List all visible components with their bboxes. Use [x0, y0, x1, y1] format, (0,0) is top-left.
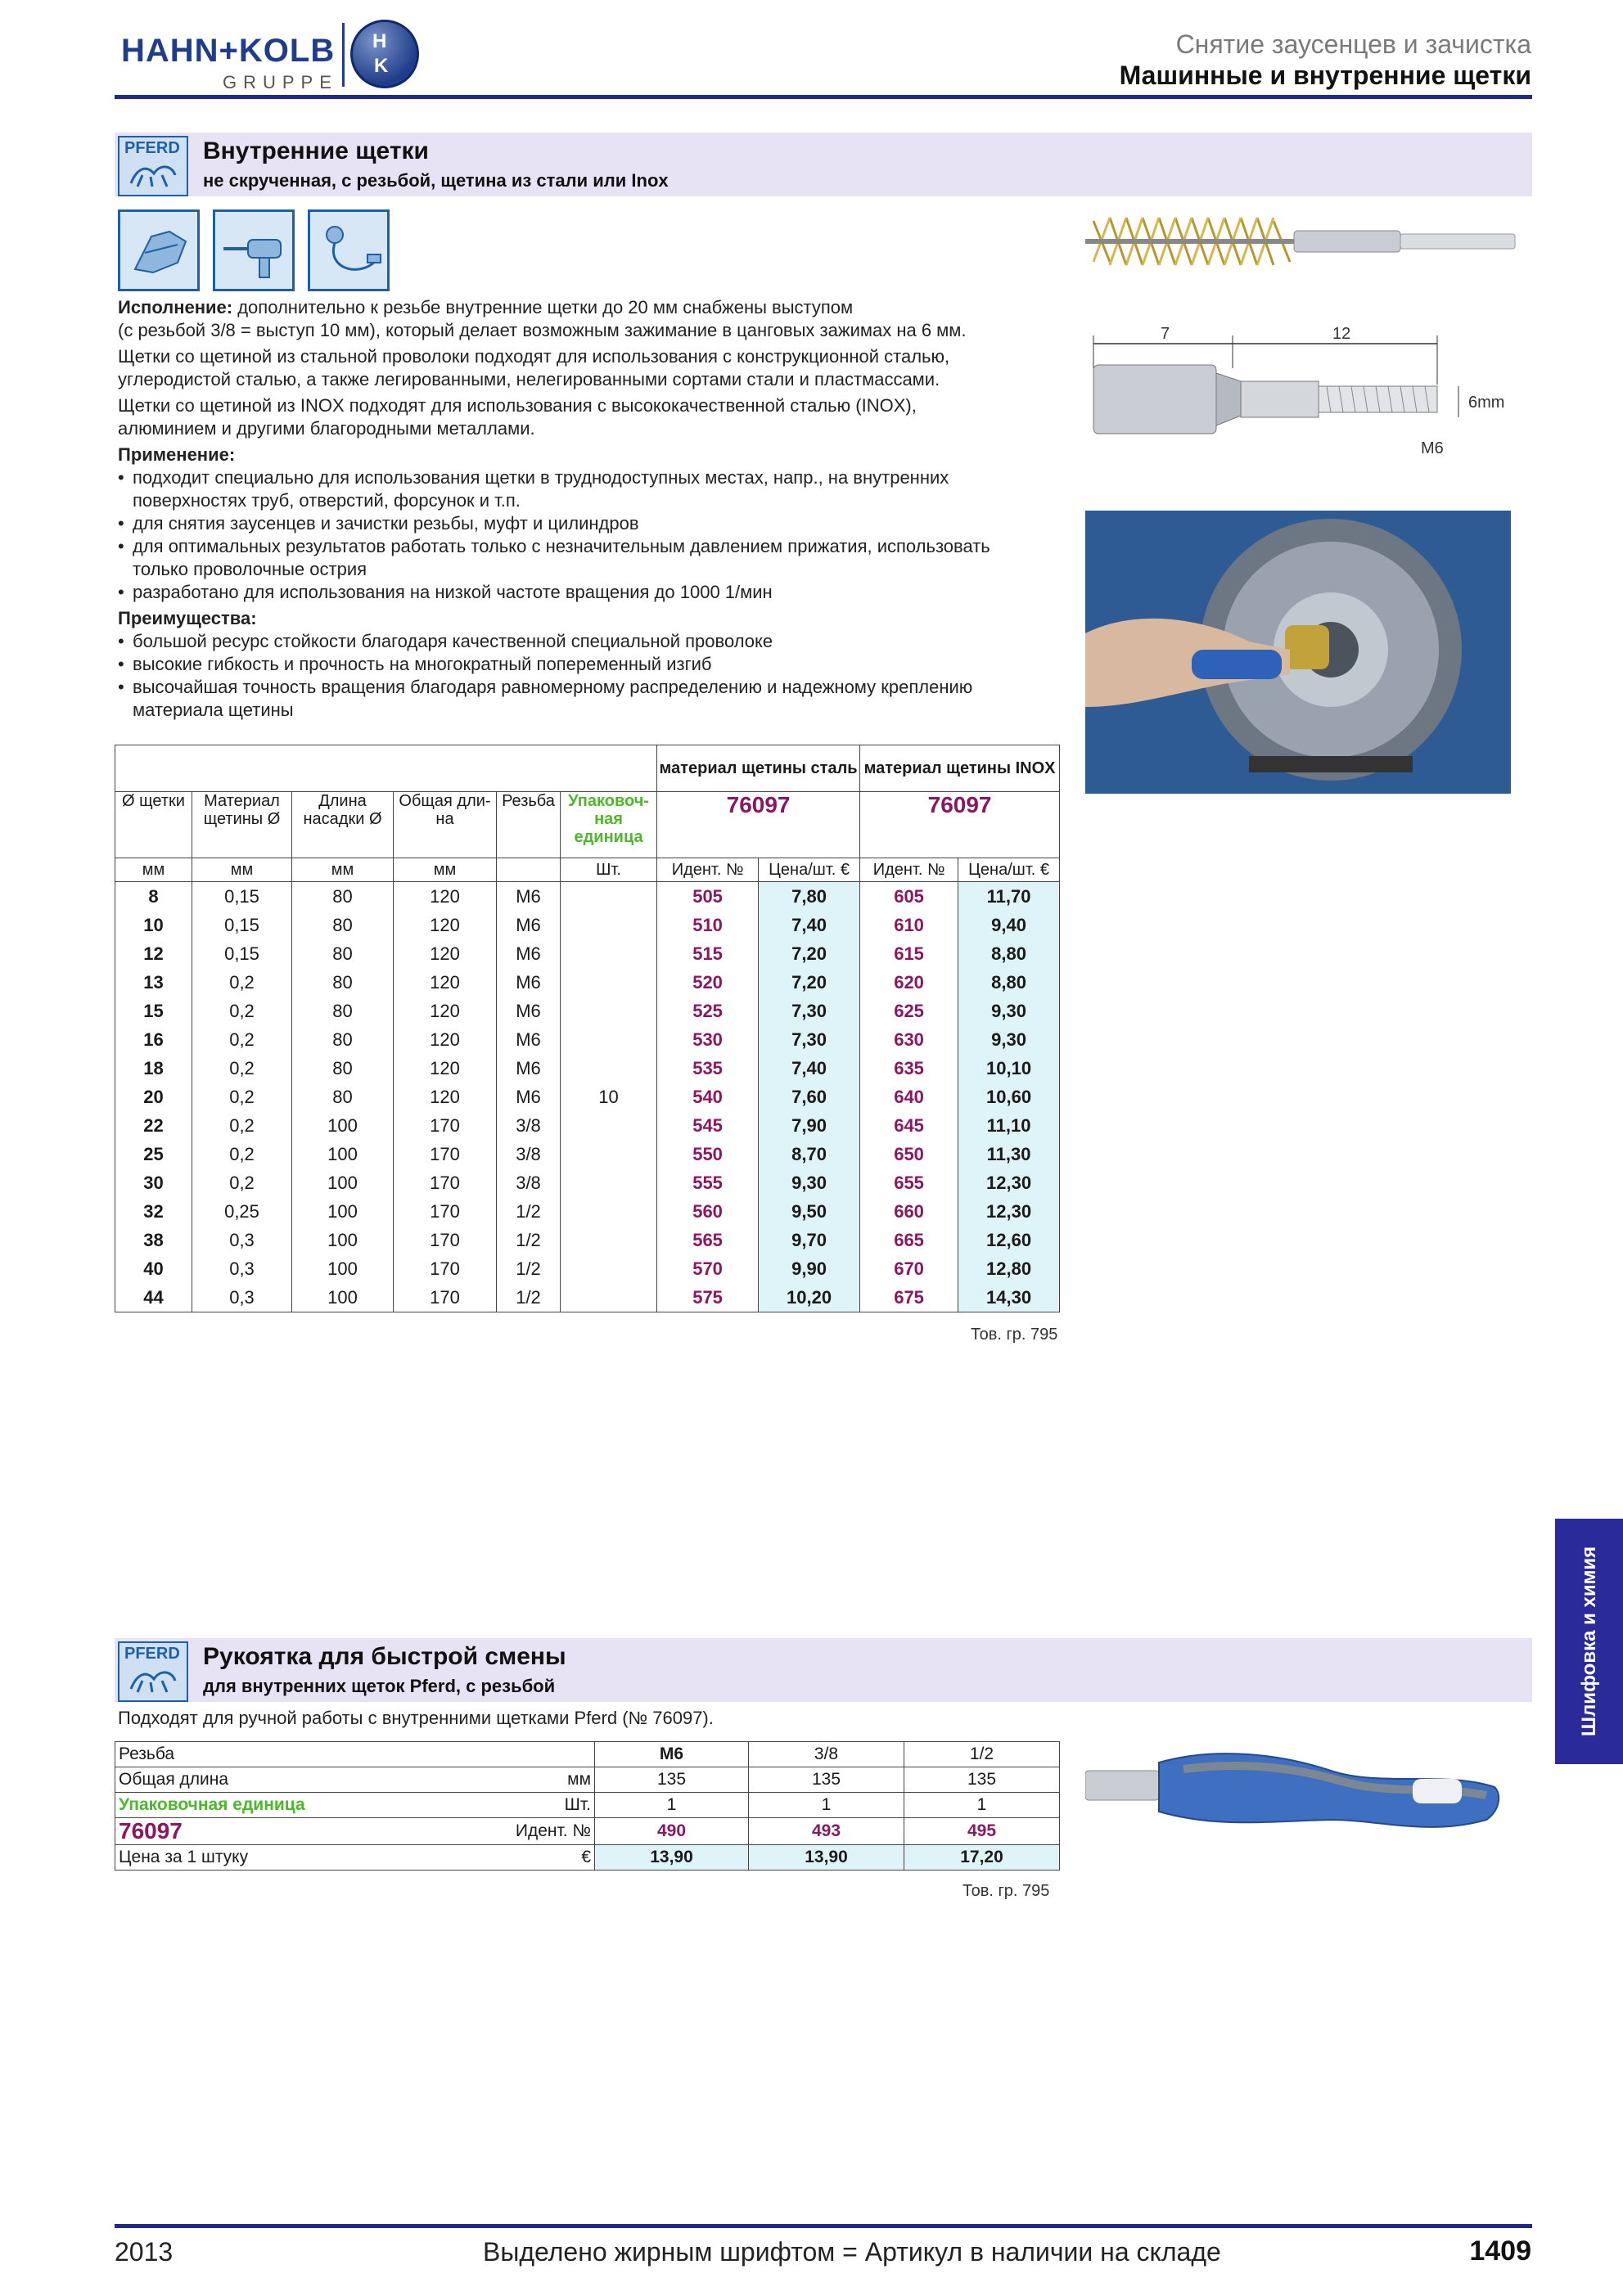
row-price-label: Цена за 1 штуку — [119, 1848, 249, 1866]
cell-total-length: 120 — [394, 911, 497, 939]
cell-price-inox: 10,10 — [958, 1054, 1060, 1083]
cell-total-length: 120 — [394, 1025, 497, 1054]
adv-item-cont: материала щетины — [133, 700, 294, 720]
dimension-drawing — [1085, 319, 1519, 466]
drill-icon — [213, 209, 295, 291]
use-label: Применение: — [118, 444, 236, 465]
unit-cell: мм — [292, 858, 394, 882]
unit-cell: мм — [192, 858, 292, 882]
cell-thread: M6 — [497, 1025, 561, 1054]
cell-pack-empty — [561, 1054, 657, 1083]
cell-thread: M6 — [497, 882, 561, 912]
cell-diameter: 16 — [115, 1025, 192, 1054]
cell-thread: 1/2 — [497, 1254, 561, 1283]
cell-trim-length: 100 — [292, 1111, 394, 1140]
cell-trim-length: 80 — [292, 882, 394, 912]
cell-total-length: 170 — [394, 1168, 497, 1197]
cell-diameter: 22 — [115, 1111, 192, 1140]
cell-thread: M6 — [497, 968, 561, 997]
cell-thread: 1/2 — [497, 1197, 561, 1226]
description-block — [118, 296, 1059, 722]
table-row — [115, 939, 1060, 968]
table-row — [115, 1226, 1060, 1254]
footnote-group2: Тов. гр. 795 — [963, 1882, 1050, 1900]
cell-pack-empty — [561, 1226, 657, 1254]
cell-ident-inox: 615 — [860, 939, 958, 968]
cell-pack-empty — [561, 997, 657, 1025]
table-row — [115, 997, 1060, 1025]
length-cell: 135 — [904, 1767, 1060, 1793]
cell-ident-steel: 570 — [657, 1254, 759, 1283]
brand-divider — [342, 23, 345, 87]
adv-item: • высокие гибкость и прочность на многократный попеременный изгиб — [118, 653, 1059, 676]
section2-subtitle: для внутренних щеток Pferd, с резьбой — [203, 1676, 556, 1696]
length-unit: мм — [567, 1770, 591, 1789]
cell-total-length: 170 — [394, 1254, 497, 1283]
cell-price-inox: 10,60 — [958, 1083, 1060, 1111]
cell-diameter: 40 — [115, 1254, 192, 1283]
cell-ident-inox: 630 — [860, 1025, 958, 1054]
cell-price-inox: 11,70 — [958, 882, 1060, 912]
cell-wire: 0,3 — [192, 1283, 292, 1312]
cell-total-length: 120 — [394, 1054, 497, 1083]
logo-letter-k: K — [374, 55, 389, 77]
cell-wire: 0,2 — [192, 968, 292, 997]
thread-cell: 3/8 — [749, 1742, 904, 1767]
unit-cell: Цена/шт. € — [759, 858, 860, 882]
unit-cell — [497, 858, 561, 882]
hk-logo-icon — [350, 20, 419, 88]
price-cell: 13,90 — [595, 1845, 749, 1871]
brand-subline: GRUPPE — [223, 72, 338, 92]
cell-ident-inox: 645 — [860, 1111, 958, 1140]
cell-wire: 0,2 — [192, 997, 292, 1025]
cell-ident-inox: 640 — [860, 1083, 958, 1111]
cell-wire: 0,15 — [192, 939, 292, 968]
cell-price-inox: 11,30 — [958, 1140, 1060, 1168]
cell-trim-length: 100 — [292, 1168, 394, 1197]
cell-price-inox: 8,80 — [958, 939, 1060, 968]
cell-diameter: 38 — [115, 1226, 192, 1254]
cell-price-steel: 7,20 — [759, 939, 860, 968]
cell-wire: 0,15 — [192, 882, 292, 912]
cell-thread: M6 — [497, 911, 561, 939]
section1-subtitle: не скрученная, с резьбой, щетина из стали или Inox — [203, 170, 669, 191]
para2-line2: углеродистой сталью, а также легированными, нелегированными сортами стали и пластмассами. — [118, 369, 940, 389]
length-cell: 135 — [749, 1767, 904, 1793]
price-cell: 13,90 — [749, 1845, 904, 1871]
price-cell: 17,20 — [904, 1845, 1060, 1871]
horse-icon — [126, 1664, 180, 1695]
cell-ident-steel: 520 — [657, 968, 759, 997]
cell-total-length: 120 — [394, 968, 497, 997]
cell-thread: 3/8 — [497, 1168, 561, 1197]
cell-trim-length: 100 — [292, 1254, 394, 1283]
section2-title: Рукоятка для быстрой смены — [203, 1643, 566, 1670]
dim-6mm: 6mm — [1468, 394, 1505, 412]
cell-diameter: 12 — [115, 939, 192, 968]
cell-price-steel: 7,90 — [759, 1111, 860, 1140]
cell-pack-empty — [561, 911, 657, 939]
cell-trim-length: 100 — [292, 1226, 394, 1254]
cell-thread: 3/8 — [497, 1140, 561, 1168]
cell-price-inox: 9,40 — [958, 911, 1060, 939]
para3-line1: Щетки со щетиной из INOX подходят для использования с высококачественной сталью (INOX), — [118, 395, 917, 416]
group-steel: материал щетины сталь — [657, 745, 860, 792]
cell-wire: 0,2 — [192, 1025, 292, 1054]
cell-ident-inox: 650 — [860, 1140, 958, 1168]
cell-ident-steel: 510 — [657, 911, 759, 939]
cell-price-steel: 8,70 — [759, 1140, 860, 1168]
cell-diameter: 13 — [115, 968, 192, 997]
cell-price-steel: 7,40 — [759, 1054, 860, 1083]
cell-thread: M6 — [497, 939, 561, 968]
cell-diameter: 10 — [115, 911, 192, 939]
ident-cell: 493 — [749, 1818, 904, 1845]
cell-pack-empty — [561, 1111, 657, 1140]
cell-ident-inox: 655 — [860, 1168, 958, 1197]
ident-cell: 490 — [595, 1818, 749, 1845]
hand-tool-icon — [118, 209, 200, 291]
row-length-label: Общая длина — [119, 1770, 229, 1789]
table-row — [115, 911, 1060, 939]
cell-ident-steel: 545 — [657, 1111, 759, 1140]
cell-trim-length: 80 — [292, 1054, 394, 1083]
cell-thread: 1/2 — [497, 1226, 561, 1254]
article-inox: 76097 — [860, 792, 1060, 858]
handle-photo — [1085, 1730, 1511, 1853]
cell-thread: 3/8 — [497, 1111, 561, 1140]
col-trim-length: Длина насадки Ø — [292, 792, 394, 858]
brush-table-body — [115, 882, 1060, 1312]
flex-shaft-icon — [308, 209, 390, 291]
cell-pack-empty — [561, 939, 657, 968]
para2-line1: Щетки со щетиной из стальной проволоки подходят для использования с конструкционной сталью, — [118, 346, 950, 367]
page-category: Снятие заусенцев и зачистка — [1175, 29, 1531, 59]
cell-wire: 0,2 — [192, 1054, 292, 1083]
unit-cell: Цена/шт. € — [958, 858, 1060, 882]
table-row — [115, 1283, 1060, 1312]
cell-trim-length: 100 — [292, 1197, 394, 1226]
brush-spec-table — [115, 745, 1060, 1312]
cell-wire: 0,3 — [192, 1254, 292, 1283]
cell-thread: M6 — [497, 997, 561, 1025]
pferd-logo-icon — [118, 1641, 188, 1702]
cell-trim-length: 80 — [292, 939, 394, 968]
dim-7: 7 — [1161, 325, 1170, 343]
cell-trim-length: 80 — [292, 997, 394, 1025]
cell-trim-length: 80 — [292, 1025, 394, 1054]
cell-thread: M6 — [497, 1054, 561, 1083]
cell-pack: 10 — [561, 1083, 657, 1111]
price-unit: € — [581, 1848, 591, 1866]
cell-pack-empty — [561, 1140, 657, 1168]
page-number: 1409 — [1469, 2235, 1531, 2267]
dim-12: 12 — [1332, 325, 1351, 343]
cell-wire: 0,2 — [192, 1168, 292, 1197]
cell-trim-length: 100 — [292, 1140, 394, 1168]
cell-price-steel: 7,20 — [759, 968, 860, 997]
handle-article: 76097 — [119, 1818, 183, 1844]
table-row — [115, 1054, 1060, 1083]
cell-ident-inox: 610 — [860, 911, 958, 939]
cell-total-length: 120 — [394, 939, 497, 968]
use-item-cont: поверхностях труб, отверстий, форсунок и т.п. — [133, 490, 521, 511]
cell-diameter: 25 — [115, 1140, 192, 1168]
cell-price-inox: 14,30 — [958, 1283, 1060, 1312]
use-item-cont: только проволочные острия — [133, 559, 367, 579]
table-row — [115, 1025, 1060, 1054]
cell-ident-steel: 535 — [657, 1054, 759, 1083]
col-diameter: Ø щетки — [115, 792, 192, 858]
dim-m6: M6 — [1421, 439, 1444, 457]
col-pack: Упаковоч-ная единица — [561, 792, 657, 858]
article-steel: 76097 — [657, 792, 860, 858]
cell-ident-inox: 665 — [860, 1226, 958, 1254]
exec-line1: дополнительно к резьбе внутренние щетки до 20 мм снабжены выступом — [232, 297, 854, 317]
group-inox: материал щетины INOX — [860, 745, 1060, 792]
table-row — [115, 1111, 1060, 1140]
section2-intro: Подходят для ручной работы с внутренними щетками Pferd (№ 76097). — [118, 1708, 714, 1728]
cell-thread: M6 — [497, 1083, 561, 1111]
cell-total-length: 120 — [394, 1083, 497, 1111]
adv-label: Преимущества: — [118, 608, 257, 628]
cell-wire: 0,2 — [192, 1083, 292, 1111]
pferd-logo-text: PFERD — [124, 1645, 180, 1663]
cell-ident-steel: 505 — [657, 882, 759, 912]
cell-price-steel: 7,30 — [759, 1025, 860, 1054]
side-tab-label: Шлифовка и химия — [1577, 1546, 1600, 1737]
cell-ident-inox: 660 — [860, 1197, 958, 1226]
cell-trim-length: 100 — [292, 1283, 394, 1312]
unit-cell: Идент. № — [657, 858, 759, 882]
brand-wordmark: HAHN+KOLB — [121, 33, 336, 69]
cell-price-steel: 9,70 — [759, 1226, 860, 1254]
cell-ident-steel: 575 — [657, 1283, 759, 1312]
pack-cell: 1 — [904, 1793, 1060, 1818]
pack-cell: 1 — [595, 1793, 749, 1818]
cell-thread: 1/2 — [497, 1283, 561, 1312]
cell-total-length: 170 — [394, 1140, 497, 1168]
table-row — [115, 968, 1060, 997]
cell-pack-empty — [561, 1025, 657, 1054]
cell-price-inox: 9,30 — [958, 1025, 1060, 1054]
cell-diameter: 20 — [115, 1083, 192, 1111]
cell-price-steel: 9,90 — [759, 1254, 860, 1283]
cell-price-inox: 11,10 — [958, 1111, 1060, 1140]
thread-cell: M6 — [595, 1742, 749, 1767]
cell-diameter: 15 — [115, 997, 192, 1025]
pack-cell: 1 — [749, 1793, 904, 1818]
header-rule — [115, 95, 1532, 99]
cell-diameter: 32 — [115, 1197, 192, 1226]
use-item: • для снятия заусенцев и зачистки резьбы, муфт и цилиндров — [118, 512, 1059, 535]
unit-cell: Идент. № — [860, 858, 958, 882]
cell-price-steel: 10,20 — [759, 1283, 860, 1312]
cell-price-inox: 12,80 — [958, 1254, 1060, 1283]
cell-ident-steel: 565 — [657, 1226, 759, 1254]
use-item: • для оптимальных результатов работать только с незначительным давлением прижатия, использовать — [118, 535, 1059, 558]
section1-title: Внутренние щетки — [203, 137, 429, 164]
para3-line2: алюминием и другими благородными металлами. — [118, 418, 535, 439]
cell-total-length: 170 — [394, 1197, 497, 1226]
cell-price-steel: 7,40 — [759, 911, 860, 939]
cell-wire: 0,25 — [192, 1197, 292, 1226]
table-row — [115, 1168, 1060, 1197]
cell-diameter: 18 — [115, 1054, 192, 1083]
cell-wire: 0,3 — [192, 1226, 292, 1254]
length-cell: 135 — [595, 1767, 749, 1793]
row-pack-label: Упаковочная единица — [119, 1795, 305, 1814]
cell-price-steel: 7,60 — [759, 1083, 860, 1111]
cell-ident-steel: 530 — [657, 1025, 759, 1054]
cell-ident-inox: 675 — [860, 1283, 958, 1312]
row-thread-label: Резьба — [115, 1742, 595, 1767]
cell-diameter: 8 — [115, 882, 192, 912]
usage-photo — [1085, 511, 1511, 794]
cell-total-length: 120 — [394, 997, 497, 1025]
cell-ident-inox: 635 — [860, 1054, 958, 1083]
cell-ident-steel: 550 — [657, 1140, 759, 1168]
cell-price-inox: 12,30 — [958, 1168, 1060, 1197]
table-row — [115, 1197, 1060, 1226]
handle-table — [115, 1741, 1060, 1871]
brush-photo — [1085, 205, 1519, 278]
thread-cell: 1/2 — [904, 1742, 1060, 1767]
units-row — [115, 858, 1060, 882]
cell-ident-inox: 670 — [860, 1254, 958, 1283]
cell-ident-steel: 525 — [657, 997, 759, 1025]
cell-pack-empty — [561, 968, 657, 997]
horse-icon — [126, 159, 180, 190]
cell-total-length: 170 — [394, 1283, 497, 1312]
table-corner — [115, 745, 657, 792]
cell-ident-steel: 515 — [657, 939, 759, 968]
ident-cell: 495 — [904, 1818, 1060, 1845]
cell-ident-inox: 625 — [860, 997, 958, 1025]
exec-line2: (с резьбой 3/8 = выступ 10 мм), который делает возможным зажимание в цанговых зажимах на 6 мм. — [118, 320, 967, 340]
ident-label: Идент. № — [515, 1821, 591, 1840]
table-row — [115, 1254, 1060, 1283]
col-thread: Резьба — [497, 792, 561, 858]
cell-pack-empty — [561, 1168, 657, 1197]
table-row — [115, 1083, 1060, 1111]
cell-price-inox: 12,30 — [958, 1197, 1060, 1226]
page-subcategory: Машинные и внутренние щетки — [1119, 61, 1531, 90]
table-row — [115, 1140, 1060, 1168]
cell-wire: 0,15 — [192, 911, 292, 939]
cell-pack-empty — [561, 1254, 657, 1283]
cell-ident-steel: 540 — [657, 1083, 759, 1111]
table-row — [115, 882, 1060, 912]
cell-trim-length: 80 — [292, 1083, 394, 1111]
cell-ident-steel: 560 — [657, 1197, 759, 1226]
cell-price-steel: 7,80 — [759, 882, 860, 912]
footnote-group1: Тов. гр. 795 — [971, 1326, 1058, 1344]
use-item: • подходит специально для использования щетки в труднодоступных местах, напр., на внутренних — [118, 466, 1059, 489]
col-wire: Материал щетины Ø — [192, 792, 292, 858]
cell-price-steel: 7,30 — [759, 997, 860, 1025]
unit-cell: мм — [394, 858, 497, 882]
cell-diameter: 44 — [115, 1283, 192, 1312]
pack-unit: Шт. — [564, 1795, 591, 1814]
cell-price-inox: 12,60 — [958, 1226, 1060, 1254]
footer-note: Выделено жирным шрифтом = Артикул в наличии на складе — [483, 2237, 1221, 2267]
pferd-logo-text: PFERD — [124, 139, 180, 157]
cell-ident-inox: 620 — [860, 968, 958, 997]
cell-total-length: 170 — [394, 1226, 497, 1254]
unit-cell: мм — [115, 858, 192, 882]
cell-ident-inox: 605 — [860, 882, 958, 912]
use-item: • разработано для использования на низкой частоте вращения до 1000 1/мин — [118, 581, 1059, 604]
cell-pack-empty — [561, 882, 657, 912]
footer-rule — [115, 2224, 1532, 2228]
cell-diameter: 30 — [115, 1168, 192, 1197]
exec-label: Исполнение: — [118, 297, 233, 317]
pferd-logo-icon — [118, 136, 188, 196]
cell-ident-steel: 555 — [657, 1168, 759, 1197]
cell-pack-empty — [561, 1283, 657, 1312]
cell-price-steel: 9,50 — [759, 1197, 860, 1226]
cell-total-length: 120 — [394, 882, 497, 912]
adv-item: • высочайшая точность вращения благодаря равномерному распределению и надежному креплению — [118, 676, 1059, 699]
cell-wire: 0,2 — [192, 1111, 292, 1140]
cell-total-length: 170 — [394, 1111, 497, 1140]
col-total-length: Общая дли-на — [394, 792, 497, 858]
logo-letter-h: H — [372, 30, 387, 52]
cell-price-inox: 9,30 — [958, 997, 1060, 1025]
cell-trim-length: 80 — [292, 968, 394, 997]
side-category-tab[interactable] — [1555, 1519, 1623, 1764]
footer-year: 2013 — [115, 2237, 174, 2267]
cell-price-inox: 8,80 — [958, 968, 1060, 997]
cell-pack-empty — [561, 1197, 657, 1226]
cell-price-steel: 9,30 — [759, 1168, 860, 1197]
adv-item: • большой ресурс стойкости благодаря качественной специальной проволоке — [118, 630, 1059, 653]
unit-cell: Шт. — [561, 858, 657, 882]
cell-trim-length: 80 — [292, 911, 394, 939]
cell-wire: 0,2 — [192, 1140, 292, 1168]
